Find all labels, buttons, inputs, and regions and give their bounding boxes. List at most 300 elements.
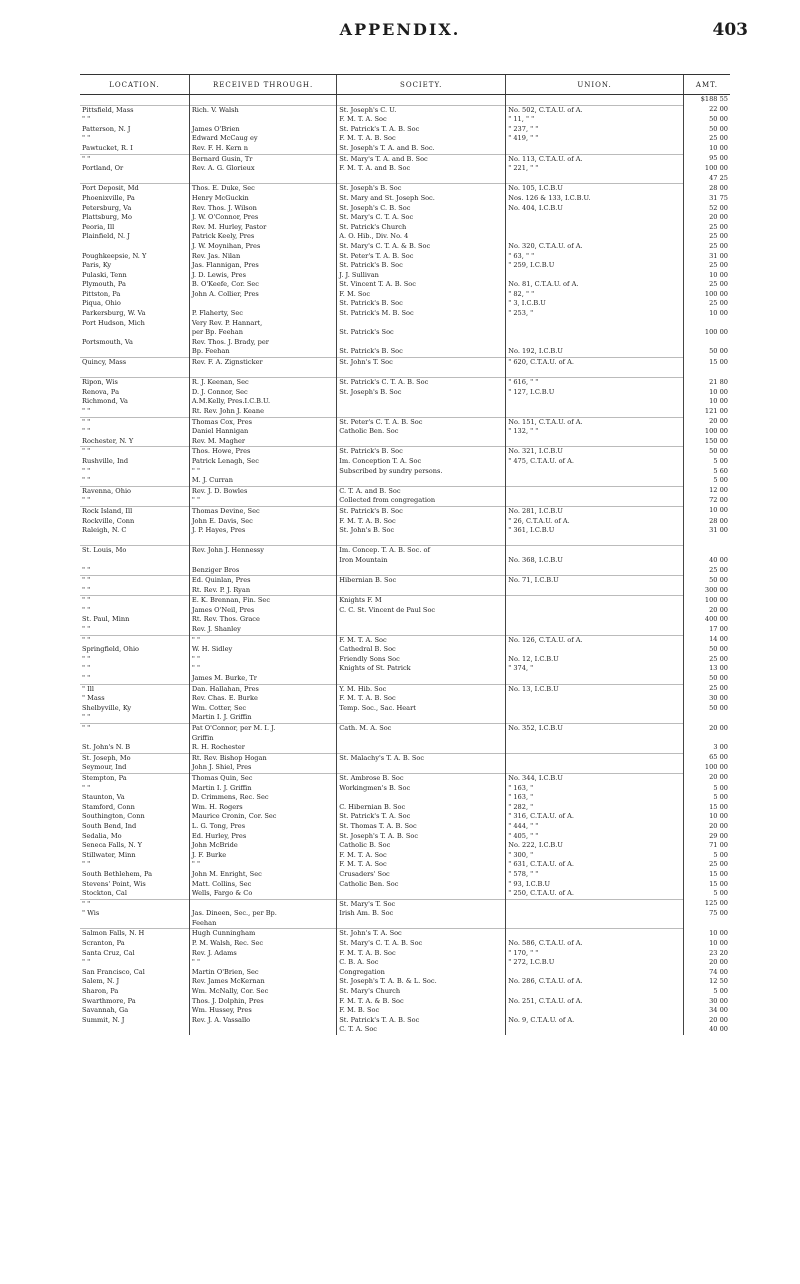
union-cell: " 272, I.C.B.U bbox=[506, 958, 684, 968]
union-cell: No. 286, C.T.A.U. of A. bbox=[506, 977, 684, 987]
union-cell: " 26, C.T.A.U. of A. bbox=[506, 517, 684, 527]
location-cell: Scranton, Pa bbox=[82, 939, 125, 948]
amount-cell: 50 00 bbox=[683, 447, 730, 457]
society-cell: St. Mary's T. A. and B. Soc bbox=[337, 154, 506, 164]
union-cell bbox=[506, 476, 684, 486]
received-through-cell: Rev. J. Shanley bbox=[189, 625, 336, 635]
table-row bbox=[80, 319, 730, 329]
location-cell: Poughkeepsie, N. Y bbox=[82, 251, 147, 260]
union-cell: " 475, C.T.A.U. of A. bbox=[506, 457, 684, 467]
location-cell: Pulaski, Tenn bbox=[82, 270, 127, 279]
union-cell bbox=[506, 909, 684, 919]
received-through-cell: Rev. J. Adams bbox=[189, 949, 336, 959]
society-cell: St. Thomas T. A. B. Soc bbox=[337, 822, 506, 832]
location-cell: " Ill bbox=[80, 684, 189, 694]
location-cell: San Francisco, Cal bbox=[82, 967, 145, 976]
received-through-cell: Jas. Flannigan, Pres bbox=[189, 261, 336, 271]
table-row bbox=[80, 832, 730, 842]
location-cell: " " bbox=[80, 899, 189, 909]
received-through-cell: Bernard Gusin, Tr bbox=[189, 154, 336, 164]
union-cell: " 631, C.T.A.U. of A. bbox=[506, 860, 684, 870]
amount-cell: 25 00 bbox=[683, 261, 730, 271]
table-row bbox=[80, 309, 730, 319]
amount-cell: 5 00 bbox=[683, 889, 730, 899]
society-cell bbox=[337, 368, 506, 378]
union-cell: " 300, " bbox=[506, 851, 684, 861]
location-cell: Shelbyville, Ky bbox=[82, 703, 132, 712]
society-cell: St. Mary's C. T. A. & B. Soc bbox=[337, 242, 506, 252]
union-cell bbox=[506, 338, 684, 348]
location-cell: " " bbox=[80, 447, 189, 457]
amount-cell: 100 00 bbox=[683, 164, 730, 174]
amount-cell: 12 50 bbox=[683, 977, 730, 987]
union-cell bbox=[506, 174, 684, 184]
amount-cell: 17 00 bbox=[683, 625, 730, 635]
received-through-cell: Griffin bbox=[189, 734, 336, 744]
society-cell bbox=[337, 763, 506, 773]
table-row bbox=[80, 476, 730, 486]
table-row bbox=[80, 909, 730, 919]
union-cell bbox=[506, 223, 684, 233]
amount-cell bbox=[683, 919, 730, 929]
society-cell: St. Mary and St. Joseph Soc. bbox=[337, 194, 506, 204]
location-cell: Parkersburg, W. Va bbox=[82, 309, 146, 318]
table-row bbox=[80, 860, 730, 870]
received-through-cell: Matt. Collins, Sec bbox=[189, 880, 336, 890]
table-row bbox=[80, 427, 730, 437]
amount-cell: 15 00 bbox=[683, 358, 730, 368]
table-row bbox=[80, 694, 730, 704]
location-cell: Stillwater, Minn bbox=[82, 850, 136, 859]
location-cell: Raleigh, N. C bbox=[82, 526, 127, 535]
received-through-cell: Maurice Cronin, Cor. Sec bbox=[189, 812, 336, 822]
received-through-cell: James M. Burke, Tr bbox=[189, 674, 336, 684]
location-cell: " " bbox=[80, 154, 189, 164]
table-row bbox=[80, 546, 730, 556]
table-row bbox=[80, 753, 730, 763]
union-cell: No. 192, I.C.B.U bbox=[506, 347, 684, 357]
amount-cell: 29 00 bbox=[683, 832, 730, 842]
table-row bbox=[80, 174, 730, 184]
table-row bbox=[80, 447, 730, 457]
union-cell bbox=[506, 566, 684, 576]
union-cell bbox=[506, 1006, 684, 1016]
received-through-cell: Thomas Quin, Sec bbox=[189, 773, 336, 783]
table-row bbox=[80, 204, 730, 214]
location-cell: Salmon Falls, N. H bbox=[80, 929, 189, 939]
location-cell: Paris, Ky bbox=[82, 261, 112, 270]
amount-cell: 71 00 bbox=[683, 841, 730, 851]
union-cell bbox=[506, 694, 684, 704]
location-cell bbox=[80, 95, 189, 106]
table-row bbox=[80, 870, 730, 880]
union-cell: No. 81, C.T.A.U. of A. bbox=[506, 280, 684, 290]
amount-cell: 100 00 bbox=[683, 290, 730, 300]
union-cell bbox=[506, 753, 684, 763]
received-through-cell: Rev. Jas. Nilan bbox=[189, 252, 336, 262]
location-cell: Port Deposit, Md bbox=[80, 184, 189, 194]
amount-cell: 50 00 bbox=[683, 115, 730, 125]
table-row bbox=[80, 635, 730, 645]
union-cell: No. 502, C.T.A.U. of A. bbox=[506, 105, 684, 115]
union-cell bbox=[506, 987, 684, 997]
union-cell: No. 368, I.C.B.U bbox=[506, 556, 684, 566]
location-cell: Rochester, N. Y bbox=[82, 436, 134, 445]
location-cell bbox=[80, 556, 189, 566]
amount-cell: 75 00 bbox=[683, 909, 730, 919]
society-cell bbox=[337, 713, 506, 723]
table-row bbox=[80, 261, 730, 271]
union-cell: No. 251, C.T.A.U. of A. bbox=[506, 997, 684, 1007]
location-cell: Petersburg, Va bbox=[82, 203, 132, 212]
amount-cell: 20 00 bbox=[683, 213, 730, 223]
location-cell: St. Paul, Minn bbox=[82, 615, 130, 624]
society-cell: St. Patrick's Soc bbox=[337, 328, 506, 338]
table-row bbox=[80, 144, 730, 154]
received-through-cell: Patrick Lenagh, Sec bbox=[189, 457, 336, 467]
table-row bbox=[80, 271, 730, 281]
table-row bbox=[80, 803, 730, 813]
table-row bbox=[80, 213, 730, 223]
society-cell: St. Patrick's B. Soc bbox=[337, 261, 506, 271]
union-cell: " 221, " " bbox=[506, 164, 684, 174]
table-row bbox=[80, 763, 730, 773]
society-cell: Cathedral B. Soc bbox=[337, 645, 506, 655]
amount-cell: 50 00 bbox=[683, 125, 730, 135]
table-row bbox=[80, 822, 730, 832]
received-through-cell: " " bbox=[189, 860, 336, 870]
table-row bbox=[80, 743, 730, 753]
amount-cell: 125 00 bbox=[683, 899, 730, 909]
page-header bbox=[0, 20, 800, 50]
table-row bbox=[80, 338, 730, 348]
society-cell: Y. M. Hib. Soc bbox=[337, 684, 506, 694]
society-cell: Congregation bbox=[337, 968, 506, 978]
received-through-cell: D. Crimmens, Rec. Sec bbox=[189, 793, 336, 803]
location-cell: Peoria, Ill bbox=[82, 222, 115, 231]
table-row bbox=[80, 997, 730, 1007]
society-cell: F. M. T. A. Soc bbox=[337, 860, 506, 870]
union-cell bbox=[506, 586, 684, 596]
received-through-cell: James O'Neil, Pres bbox=[189, 606, 336, 616]
union-cell bbox=[506, 929, 684, 939]
location-cell: South Bethlehem, Pa bbox=[82, 869, 153, 878]
location-cell: Stockton, Cal bbox=[82, 889, 127, 898]
location-cell: Richmond, Va bbox=[82, 397, 128, 406]
table-row bbox=[80, 880, 730, 890]
table-row bbox=[80, 812, 730, 822]
amount-cell: 30 00 bbox=[683, 694, 730, 704]
amount-cell: 100 00 bbox=[683, 427, 730, 437]
table-row bbox=[80, 704, 730, 714]
amount-cell bbox=[683, 338, 730, 348]
society-cell bbox=[337, 338, 506, 348]
location-cell: Summit, N. J bbox=[82, 1015, 125, 1024]
society-cell bbox=[337, 476, 506, 486]
society-cell: Knights of St. Patrick bbox=[337, 664, 506, 674]
union-cell bbox=[506, 645, 684, 655]
contributions-table bbox=[80, 74, 730, 1035]
received-through-cell: Rev. J. A. Vassallo bbox=[189, 1016, 336, 1026]
union-cell bbox=[506, 496, 684, 506]
society-cell: F. M. T. A. Soc bbox=[337, 851, 506, 861]
location-cell: " " bbox=[82, 860, 91, 869]
union-cell: No. 352, I.C.B.U bbox=[506, 724, 684, 734]
amount-cell bbox=[683, 319, 730, 329]
table-row bbox=[80, 347, 730, 357]
amount-cell: 100 00 bbox=[683, 763, 730, 773]
received-through-cell: Rev. J. D. Bowles bbox=[189, 486, 336, 496]
society-cell bbox=[337, 889, 506, 899]
society-cell: C. T. A. and B. Soc bbox=[337, 486, 506, 496]
received-through-cell: J. F. Burke bbox=[189, 851, 336, 861]
amount-cell bbox=[683, 368, 730, 378]
table-row bbox=[80, 899, 730, 909]
union-cell bbox=[506, 95, 684, 106]
table-row bbox=[80, 734, 730, 744]
union-cell: No. 105, I.C.B.U bbox=[506, 184, 684, 194]
society-cell: St. Peter's C. T. A. B. Soc bbox=[337, 417, 506, 427]
table-header-row bbox=[80, 75, 730, 95]
union-cell: No. 321, I.C.B.U bbox=[506, 447, 684, 457]
received-through-cell: R. J. Keenan, Sec bbox=[189, 378, 336, 388]
society-cell: Catholic Ben. Soc bbox=[337, 880, 506, 890]
received-through-cell: Rev. Thos. J. Brady, per bbox=[189, 338, 336, 348]
union-cell: " 578, " " bbox=[506, 870, 684, 880]
location-cell bbox=[80, 328, 189, 338]
society-cell: F. M. T. A. B. Soc bbox=[337, 949, 506, 959]
amount-cell: 100 00 bbox=[683, 596, 730, 606]
location-cell: " " bbox=[82, 625, 91, 634]
society-cell: St. John's B. Soc bbox=[337, 526, 506, 536]
received-through-cell: Ed. Hurley, Pres bbox=[189, 832, 336, 842]
location-cell: South Bend, Ind bbox=[82, 821, 137, 830]
location-cell: Plymouth, Pa bbox=[82, 280, 126, 289]
society-cell: St. Peter's T. A. B. Soc bbox=[337, 252, 506, 262]
society-cell: St. Patrick's M. B. Soc bbox=[337, 309, 506, 319]
society-cell: St. Patrick's B. Soc bbox=[337, 347, 506, 357]
society-cell: C. T. A. Soc bbox=[337, 1025, 506, 1035]
amount-cell: 21 80 bbox=[683, 378, 730, 388]
union-cell: " 127, I.C.B.U bbox=[506, 388, 684, 398]
amount-cell bbox=[683, 546, 730, 556]
union-cell bbox=[506, 144, 684, 154]
amount-cell: 15 00 bbox=[683, 880, 730, 890]
society-cell: A. O. Hib., Div. No. 4 bbox=[337, 232, 506, 242]
union-cell: " 444, " " bbox=[506, 822, 684, 832]
union-cell: No. 71, I.C.B.U bbox=[506, 576, 684, 586]
location-cell: Sharon, Pa bbox=[82, 987, 119, 996]
amount-cell: 5 00 bbox=[683, 987, 730, 997]
society-cell: St. Mary's T. Soc bbox=[337, 899, 506, 909]
union-cell: " 63, " " bbox=[506, 252, 684, 262]
table-row bbox=[80, 645, 730, 655]
table-row bbox=[80, 105, 730, 115]
received-through-cell: Rt. Rev. Thos. Grace bbox=[189, 615, 336, 625]
location-cell: " " bbox=[82, 466, 91, 475]
location-cell bbox=[80, 734, 189, 744]
amount-cell: 10 00 bbox=[683, 929, 730, 939]
union-cell bbox=[506, 919, 684, 929]
table-row bbox=[80, 194, 730, 204]
amount-cell: 25 00 bbox=[683, 134, 730, 144]
amount-cell: 50 00 bbox=[683, 576, 730, 586]
location-cell bbox=[80, 242, 189, 252]
location-cell: Ravenna, Ohio bbox=[80, 486, 189, 496]
table-row bbox=[80, 517, 730, 527]
society-cell bbox=[337, 734, 506, 744]
amount-cell: 14 00 bbox=[683, 635, 730, 645]
location-cell: " " bbox=[80, 724, 189, 734]
location-cell: Swarthmore, Pa bbox=[82, 996, 136, 1005]
table-row bbox=[80, 615, 730, 625]
location-cell: Phoenixville, Pa bbox=[82, 193, 135, 202]
amount-cell: 25 00 bbox=[683, 860, 730, 870]
union-cell bbox=[506, 734, 684, 744]
location-cell: Springfield, Ohio bbox=[82, 645, 140, 654]
location-cell bbox=[80, 1025, 189, 1035]
union-cell: No. 9, C.T.A.U. of A. bbox=[506, 1016, 684, 1026]
union-cell bbox=[506, 713, 684, 723]
table-row bbox=[80, 154, 730, 164]
union-cell: No. 12, I.C.B.U bbox=[506, 655, 684, 665]
society-cell bbox=[337, 407, 506, 417]
union-cell: " 405, " " bbox=[506, 832, 684, 842]
location-cell: " " bbox=[82, 115, 91, 124]
union-cell bbox=[506, 328, 684, 338]
amount-cell: 10 00 bbox=[683, 397, 730, 407]
received-through-cell: Rt. Rev. P. J. Ryan bbox=[189, 586, 336, 596]
received-through-cell: Rev. John J. Hennessy bbox=[189, 546, 336, 556]
received-through-cell: Rev. Chas. E. Burke bbox=[189, 694, 336, 704]
received-through-cell: John E. Davis, Sec bbox=[189, 517, 336, 527]
amount-cell: 22 00 bbox=[683, 105, 730, 115]
table-row bbox=[80, 793, 730, 803]
location-cell: Renova, Pa bbox=[82, 387, 120, 396]
union-cell bbox=[506, 437, 684, 447]
amount-cell: 50 00 bbox=[683, 347, 730, 357]
amount-cell: 30 00 bbox=[683, 997, 730, 1007]
society-cell bbox=[337, 674, 506, 684]
society-cell: St. Joseph's B. Soc bbox=[337, 388, 506, 398]
table-row bbox=[80, 773, 730, 783]
society-cell: Subscribed by sundry persons. bbox=[337, 467, 506, 477]
amount-cell: 10 00 bbox=[683, 271, 730, 281]
union-cell: No. 126, C.T.A.U. of A. bbox=[506, 635, 684, 645]
table-row bbox=[80, 784, 730, 794]
location-cell: St. Joseph, Mo bbox=[80, 753, 189, 763]
received-through-cell: E. K. Brennan, Fin. Sec bbox=[189, 596, 336, 606]
received-through-cell: Thos. J. Dolphin, Pres bbox=[189, 997, 336, 1007]
table-row bbox=[80, 655, 730, 665]
society-cell bbox=[337, 793, 506, 803]
received-through-cell: Thos. E. Duke, Sec bbox=[189, 184, 336, 194]
society-cell: Cath. M. A. Soc bbox=[337, 724, 506, 734]
union-cell: " 361, I.C.B.U bbox=[506, 526, 684, 536]
union-cell: No. 113, C.T.A.U. of A. bbox=[506, 154, 684, 164]
amount-cell: 20 00 bbox=[683, 773, 730, 783]
received-through-cell: Ed. Quinlan, Pres bbox=[189, 576, 336, 586]
society-cell bbox=[337, 566, 506, 576]
location-cell: " " bbox=[82, 664, 91, 673]
table-row bbox=[80, 397, 730, 407]
union-cell: " 374, " bbox=[506, 664, 684, 674]
table-row bbox=[80, 417, 730, 427]
amount-cell: 5 60 bbox=[683, 467, 730, 477]
amount-cell: 28 00 bbox=[683, 184, 730, 194]
amount-cell: 50 00 bbox=[683, 674, 730, 684]
amount-cell: 25 00 bbox=[683, 280, 730, 290]
table-row bbox=[80, 586, 730, 596]
location-cell: Quincy, Mass bbox=[80, 358, 189, 368]
location-cell bbox=[80, 919, 189, 929]
society-cell: Friendly Sons Soc bbox=[337, 655, 506, 665]
table-row bbox=[80, 526, 730, 536]
society-cell: Catholic B. Soc bbox=[337, 841, 506, 851]
table-row bbox=[80, 674, 730, 684]
society-cell: C. Hibernian B. Soc bbox=[337, 803, 506, 813]
amount-cell: 25 00 bbox=[683, 232, 730, 242]
society-cell: F. M. B. Soc bbox=[337, 1006, 506, 1016]
table-body bbox=[80, 95, 730, 1036]
society-cell bbox=[337, 437, 506, 447]
society-cell: St. Patrick's Church bbox=[337, 223, 506, 233]
received-through-cell: John M. Enright, Sec bbox=[189, 870, 336, 880]
table-row bbox=[80, 566, 730, 576]
received-through-cell: " " bbox=[189, 496, 336, 506]
union-cell bbox=[506, 763, 684, 773]
amount-cell: 47 25 bbox=[683, 174, 730, 184]
received-through-cell: John McBride bbox=[189, 841, 336, 851]
union-cell bbox=[506, 546, 684, 556]
society-cell: St. Joseph's T. A. and B. Soc. bbox=[337, 144, 506, 154]
union-cell bbox=[506, 397, 684, 407]
table-row bbox=[80, 115, 730, 125]
table-row bbox=[80, 299, 730, 309]
society-cell bbox=[337, 174, 506, 184]
society-cell: St. Vincent T. A. B. Soc bbox=[337, 280, 506, 290]
table-row bbox=[80, 987, 730, 997]
location-cell: " Mass bbox=[82, 694, 105, 703]
amount-cell: 10 00 bbox=[683, 506, 730, 516]
union-cell: No. 151, C.T.A.U. of A. bbox=[506, 417, 684, 427]
society-cell: F. M. T. A. Soc bbox=[337, 115, 506, 125]
union-cell: " 282, " bbox=[506, 803, 684, 813]
union-cell: " 11, " " bbox=[506, 115, 684, 125]
society-cell: St. Joseph's T. A. B. Soc bbox=[337, 832, 506, 842]
amount-cell: 40 00 bbox=[683, 556, 730, 566]
society-cell: St. Patrick's T. A. B. Soc bbox=[337, 125, 506, 135]
table-row bbox=[80, 328, 730, 338]
received-through-cell: Wm. H. Rogers bbox=[189, 803, 336, 813]
society-cell: St. Patrick's B. Soc bbox=[337, 506, 506, 516]
amount-cell: 20 00 bbox=[683, 606, 730, 616]
table-row bbox=[80, 841, 730, 851]
union-cell: " 616, " " bbox=[506, 378, 684, 388]
table-row bbox=[80, 506, 730, 516]
received-through-cell: Patrick Keely, Pres bbox=[189, 232, 336, 242]
location-cell: " " bbox=[80, 635, 189, 645]
amount-cell: 23 20 bbox=[683, 949, 730, 959]
society-cell: Irish Am. B. Soc bbox=[337, 909, 506, 919]
society-cell: Workingmen's B. Soc bbox=[337, 784, 506, 794]
table-row bbox=[80, 290, 730, 300]
amount-cell: 15 00 bbox=[683, 870, 730, 880]
table-row bbox=[80, 368, 730, 378]
amount-cell: 50 00 bbox=[683, 645, 730, 655]
location-cell: Seneca Falls, N. Y bbox=[82, 841, 143, 850]
received-through-cell: James O'Brien bbox=[189, 125, 336, 135]
